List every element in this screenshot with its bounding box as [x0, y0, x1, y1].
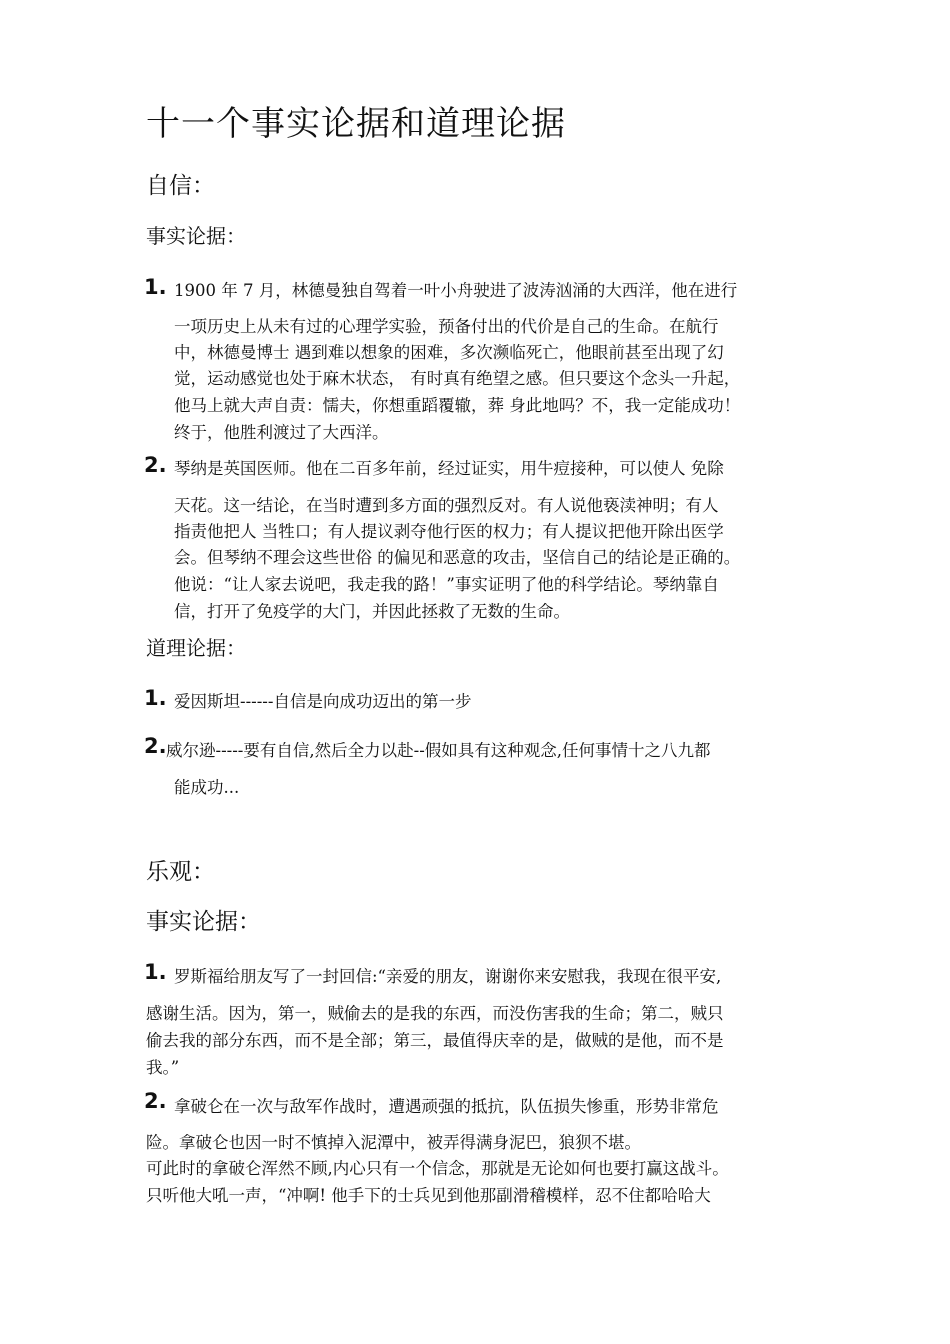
page-title: 十一个事实论据和道理论据 [146, 104, 566, 144]
paragraph-line: 终于，他胜利渡过了大西洋。 [174, 423, 389, 442]
fact-evidence-heading: 事实论据： [146, 909, 261, 935]
quote-line: 威尔逊-----要有自信,然后全力以赴--假如具有这种观念,任何事情十之八九都 [166, 741, 711, 760]
paragraph-line: 信，打开了免疫学的大门，并因此拯救了无数的生命。 [174, 602, 570, 621]
paragraph-line: 1900 年 7 月，林德曼独自驾着一叶小舟驶进了波涛汹涌的大西洋，他在进行 [174, 281, 738, 300]
paragraph-line: 一项历史上从未有过的心理学实验，预备付出的代价是自己的生命。在航行 [174, 317, 719, 336]
reason-evidence-heading: 道理论据： [146, 636, 246, 660]
quote-line: 爱因斯坦------自信是向成功迈出的第一步 [174, 692, 472, 711]
fact-evidence-heading: 事实论据： [146, 224, 246, 248]
paragraph-line: 天花。这一结论，在当时遭到多方面的强烈反对。有人说他亵渎神明；有人 [174, 496, 719, 515]
list-number: 2. [144, 1089, 167, 1113]
list-number: 1. [144, 275, 167, 299]
paragraph-line: 拿破仑在一次与敌军作战时，遭遇顽强的抵抗，队伍损失惨重，形势非常危 [174, 1097, 719, 1116]
list-number: 1. [144, 960, 167, 984]
paragraph-line: 感谢生活。因为，第一，贼偷去的是我的东西，而没伤害我的生命；第二，贼只 [146, 1004, 724, 1023]
list-number: 2. [144, 734, 167, 758]
list-number: 2. [144, 453, 167, 477]
paragraph-line: 只听他大吼一声，“冲啊! 他手下的士兵见到他那副滑稽模样，忍不住都哈哈大 [146, 1186, 711, 1205]
paragraph-line: 险。拿破仑也因一时不慎掉入泥潭中，被弄得满身泥巴，狼狈不堪。 [146, 1133, 641, 1152]
paragraph-line: 可此时的拿破仑浑然不顾,内心只有一个信念，那就是无论如何也要打赢这战斗。 [146, 1159, 729, 1178]
list-number: 1. [144, 686, 167, 710]
section-heading-optimism: 乐观： [146, 859, 215, 885]
paragraph-line: 偷去我的部分东西，而不是全部；第三，最值得庆幸的是，做贼的是他，而不是 [146, 1031, 724, 1050]
paragraph-line: 我。” [146, 1058, 180, 1077]
paragraph-line: 中，林德曼博士 遇到难以想象的困难，多次濒临死亡，他眼前甚至出现了幻 [174, 343, 724, 362]
section-heading-confidence: 自信： [146, 173, 215, 199]
paragraph-line: 罗斯福给朋友写了一封回信:“亲爱的朋友，谢谢你来安慰我，我现在很平安, [174, 967, 722, 986]
quote-line: 能成功... [174, 778, 240, 797]
paragraph-line: 琴纳是英国医师。他在二百多年前，经过证实，用牛痘接种，可以使人 免除 [174, 459, 724, 478]
paragraph-line: 觉，运动感觉也处于麻木状态， 有时真有绝望之感。但只要这个念头一升起， [174, 369, 741, 388]
paragraph-line: 他说：“让人家去说吧，我走我的路！”事实证明了他的科学结论。琴纳靠自 [174, 575, 719, 594]
paragraph-line: 他马上就大声自责：懦夫，你想重蹈覆辙，葬 身此地吗？不，我一定能成功！ [174, 396, 741, 415]
paragraph-line: 指责他把人 当牲口；有人提议剥夺他行医的权力；有人提议把他开除出医学 [174, 522, 724, 541]
paragraph-line: 会。但琴纳不理会这些世俗 的偏见和恶意的攻击，坚信自己的结论是正确的。 [174, 548, 741, 567]
